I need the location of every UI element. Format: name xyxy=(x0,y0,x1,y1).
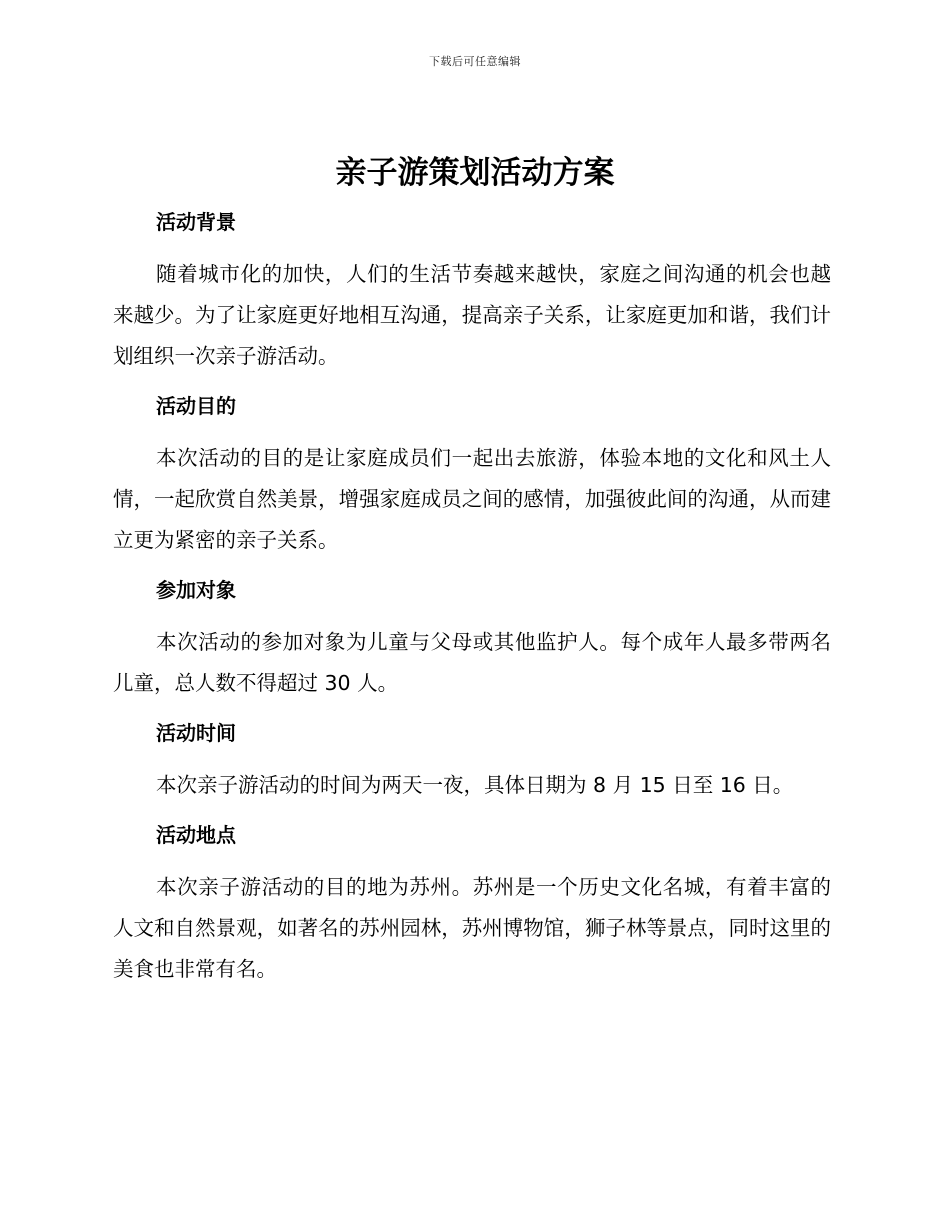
section-paragraph: 本次活动的目的是让家庭成员们一起出去旅游，体验本地的文化和风土人情，一起欣赏自然美景，增强家庭成员之间的感情，加强彼此间的沟通，从而建立更为紧密的亲子关系。 xyxy=(113,446,831,552)
section-heading: 活动背景 xyxy=(156,210,236,234)
section-time xyxy=(113,711,831,806)
section-paragraph: 本次活动的参加对象为儿童与父母或其他监护人。每个成年人最多带两名儿童，总人数不得超过 30 人。 xyxy=(113,630,831,695)
section-background xyxy=(113,200,831,377)
section-heading: 活动目的 xyxy=(156,394,236,418)
section-paragraph: 本次亲子游活动的目的地为苏州。苏州是一个历史文化名城，有着丰富的人文和自然景观，如著名的苏州园林，苏州博物馆，狮子林等景点，同时这里的美食也非常有名。 xyxy=(113,875,831,981)
document-title: 亲子游策划活动方案 xyxy=(335,155,615,191)
section-paragraph: 随着城市化的加快，人们的生活节奏越来越快，家庭之间沟通的机会也越来越少。为了让家庭更好地相互沟通，提高亲子关系，让家庭更加和谐，我们计划组织一次亲子游活动。 xyxy=(113,262,831,368)
document-body xyxy=(113,200,831,997)
section-participants xyxy=(113,568,831,704)
section-heading: 活动地点 xyxy=(156,823,236,847)
section-paragraph: 本次亲子游活动的时间为两天一夜，具体日期为 8 月 15 日至 16 日。 xyxy=(156,773,794,797)
page-header-note: 下载后可任意编辑 xyxy=(429,55,521,68)
section-heading: 参加对象 xyxy=(156,578,236,602)
section-heading: 活动时间 xyxy=(156,721,236,745)
section-location xyxy=(113,813,831,990)
section-purpose xyxy=(113,384,831,561)
